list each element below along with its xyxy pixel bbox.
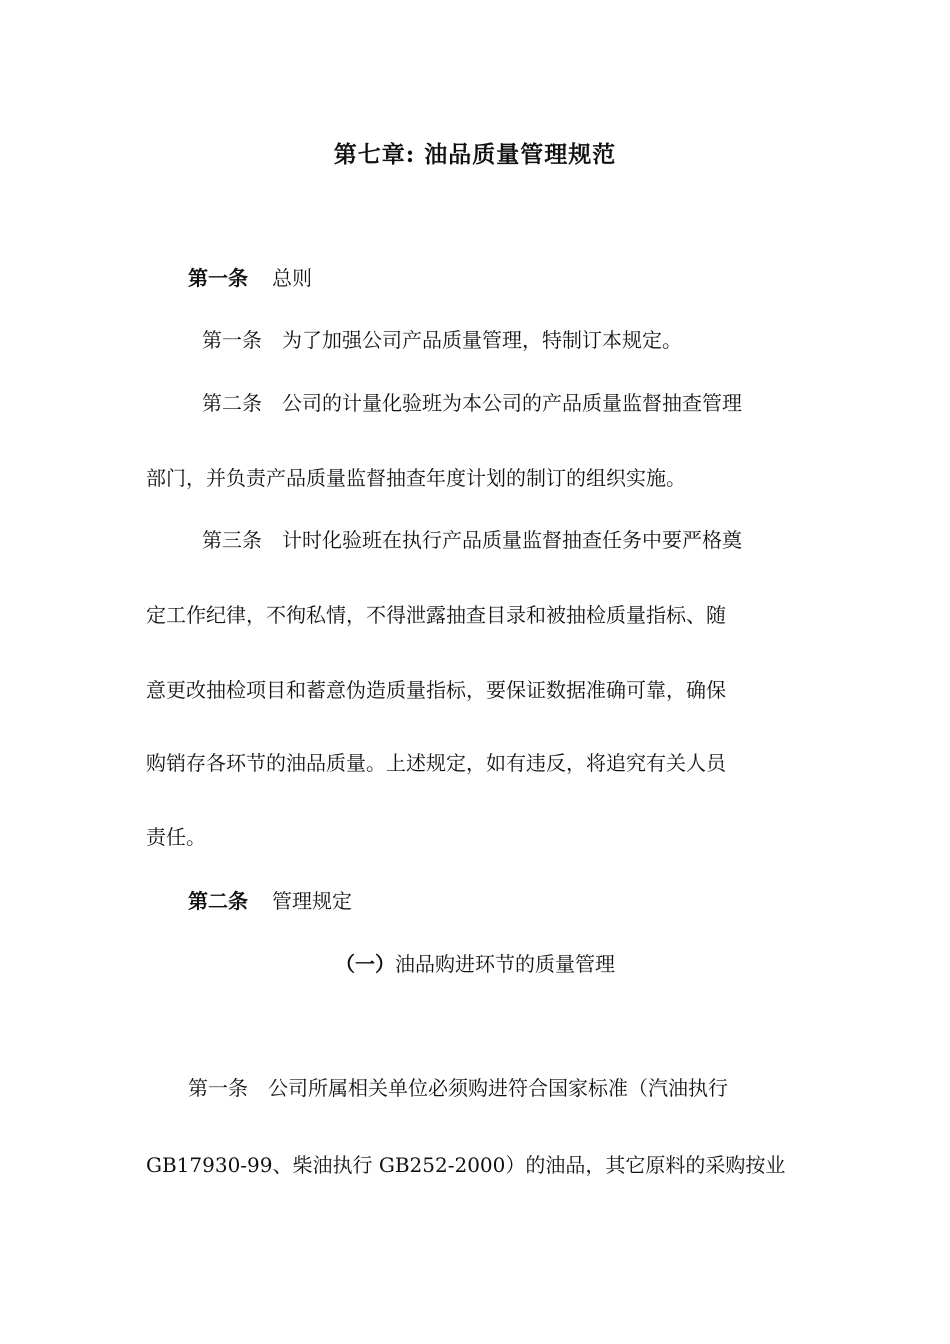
section-label: 第一条: [188, 266, 248, 290]
subsection-marker: （一）: [335, 952, 395, 976]
chapter-title: 第七章: 油品质量管理规范: [333, 141, 617, 168]
section-title: 总则: [272, 266, 312, 290]
paragraph-line: 第一条 为了加强公司产品质量管理，特制订本规定。: [202, 328, 682, 352]
section-title: 管理规定: [272, 889, 352, 913]
paragraph-line: 责任。: [146, 825, 206, 849]
paragraph-line: 意更改抽检项目和蓄意伪造质量指标，要保证数据准确可靠，确保: [146, 678, 726, 702]
subsection-heading: [0, 950, 950, 978]
paragraph-line: 第一条 公司所属相关单位必须购进符合国家标准（汽油执行: [188, 1076, 728, 1100]
section-label: 第二条: [188, 889, 248, 913]
subsection-title: 油品购进环节的质量管理: [395, 952, 615, 976]
section-heading-management: [188, 887, 848, 915]
paragraph-line: 部门，并负责产品质量监督抽查年度计划的制订的组织实施。: [146, 466, 686, 490]
paragraph-line: 购销存各环节的油品质量。上述规定，如有违反，将追究有关人员: [146, 751, 726, 775]
paragraph-line: 第二条 公司的计量化验班为本公司的产品质量监督抽查管理: [202, 391, 742, 415]
paragraph-line: GB17930-99、柴油执行 GB252-2000）的油品，其它原料的采购按业: [146, 1153, 786, 1177]
paragraph-line: 定工作纪律，不徇私情，不得泄露抽查目录和被抽检质量指标、随: [146, 603, 726, 627]
paragraph-line: 第三条 计时化验班在执行产品质量监督抽查任务中要严格奠: [202, 528, 742, 552]
section-heading-general: [188, 264, 848, 292]
